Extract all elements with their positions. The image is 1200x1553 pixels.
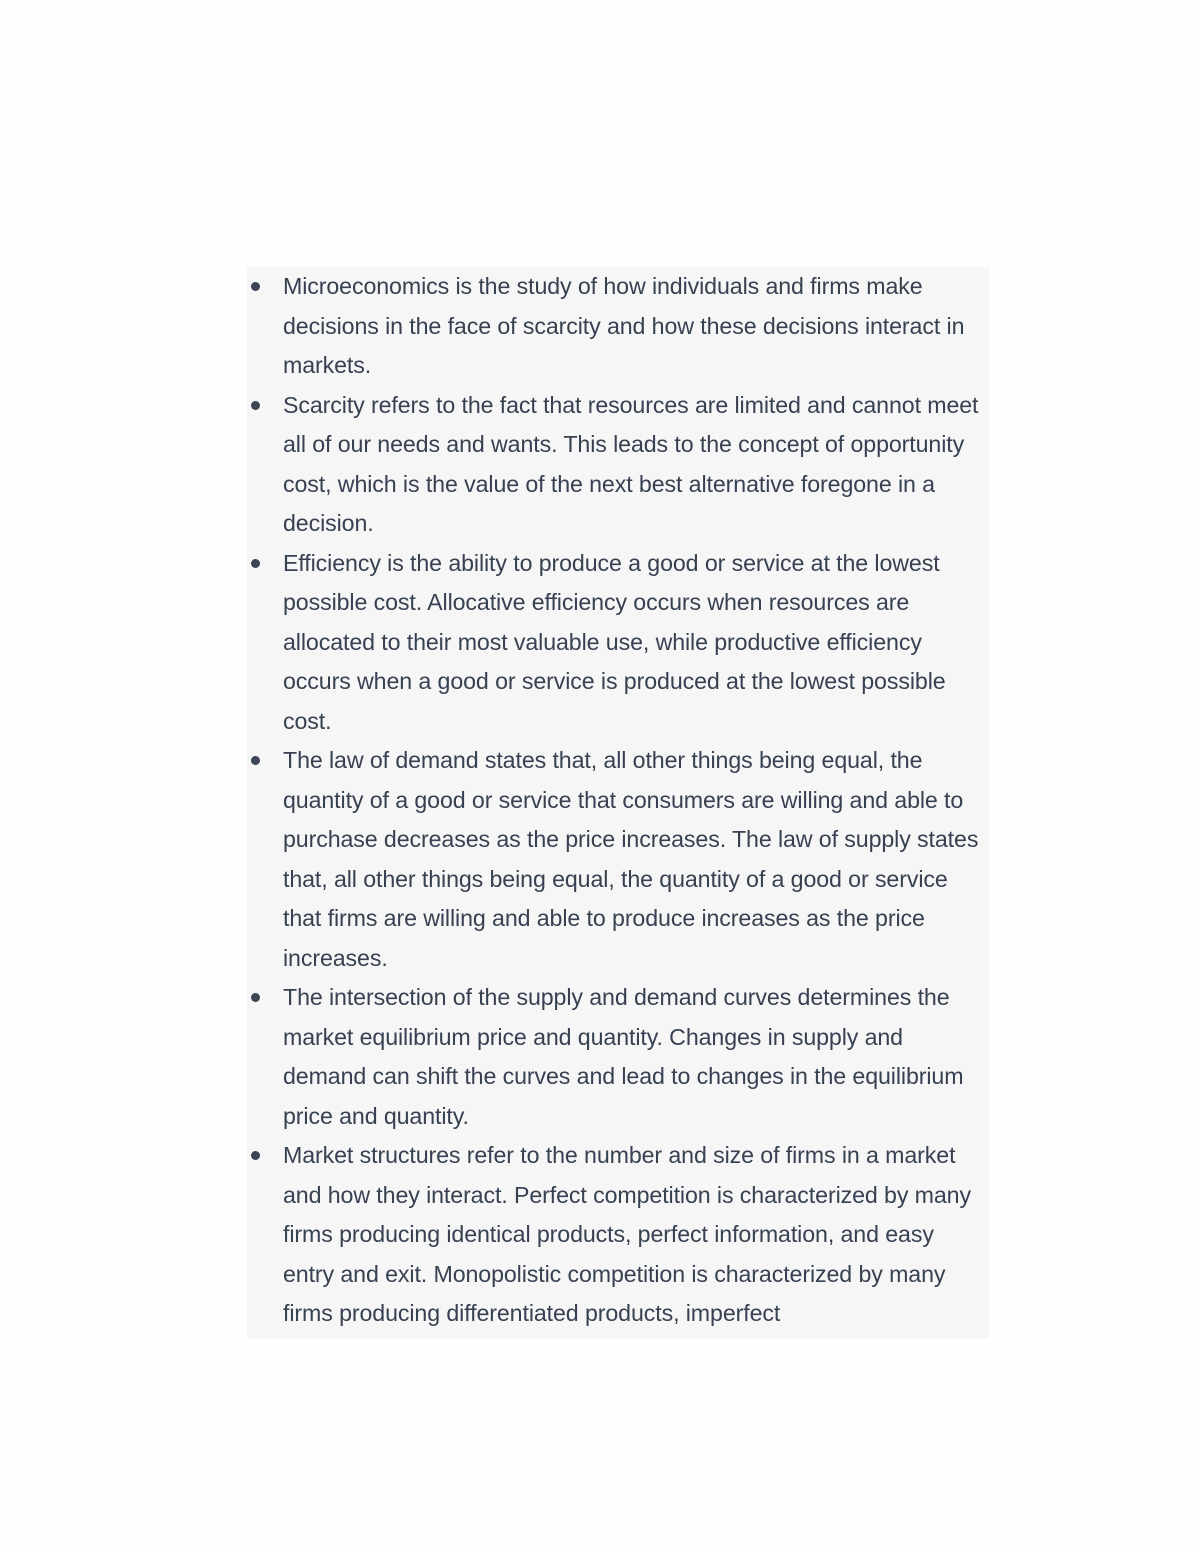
bullet-text: Market structures refer to the number and size of firms in a market and how they interact. Perfect competition is characterized by many firms producing identical products, perfect information, and easy entry and exit. Monopolistic competition is characterized by many firms producing differentiated products, imperfect — [283, 1142, 971, 1326]
bullet-text: The intersection of the supply and demand curves determines the market equilibrium price and quantity. Changes in supply and demand can shift the curves and lead to changes in the equilibrium price and quantity. — [283, 984, 964, 1129]
content-block — [247, 267, 989, 1338]
bullet-icon — [251, 401, 260, 410]
list-item — [247, 978, 989, 1136]
list-item — [247, 1136, 989, 1334]
bullet-list — [247, 267, 989, 1334]
bullet-icon — [251, 993, 260, 1002]
bullet-text: Scarcity refers to the fact that resources are limited and cannot meet all of our needs and wants. This leads to the concept of opportunity cost, which is the value of the next best alternative foregone in a decision. — [283, 391, 979, 536]
bullet-icon — [251, 1151, 260, 1160]
bullet-icon — [251, 282, 260, 291]
bullet-text: Microeconomics is the study of how individuals and firms make decisions in the face of scarcity and how these decisions interact in markets. — [283, 273, 965, 378]
list-item — [247, 267, 989, 386]
list-item — [247, 386, 989, 544]
bullet-icon — [251, 559, 260, 568]
list-item — [247, 544, 989, 742]
list-item — [247, 741, 989, 978]
bullet-text: Efficiency is the ability to produce a good or service at the lowest possible cost. Allocative efficiency occurs when resources are allocated to their most valuable use, while productive efficiency occurs when a good or service is produced at the lowest possible cost. — [283, 549, 946, 734]
bullet-text: The law of demand states that, all other things being equal, the quantity of a good or service that consumers are willing and able to purchase decreases as the price increases. The law of supply states that, all other things being equal, the quantity of a good or service that firms are willing and able to produce increases as the price increases. — [283, 747, 979, 971]
bullet-icon — [251, 756, 260, 765]
